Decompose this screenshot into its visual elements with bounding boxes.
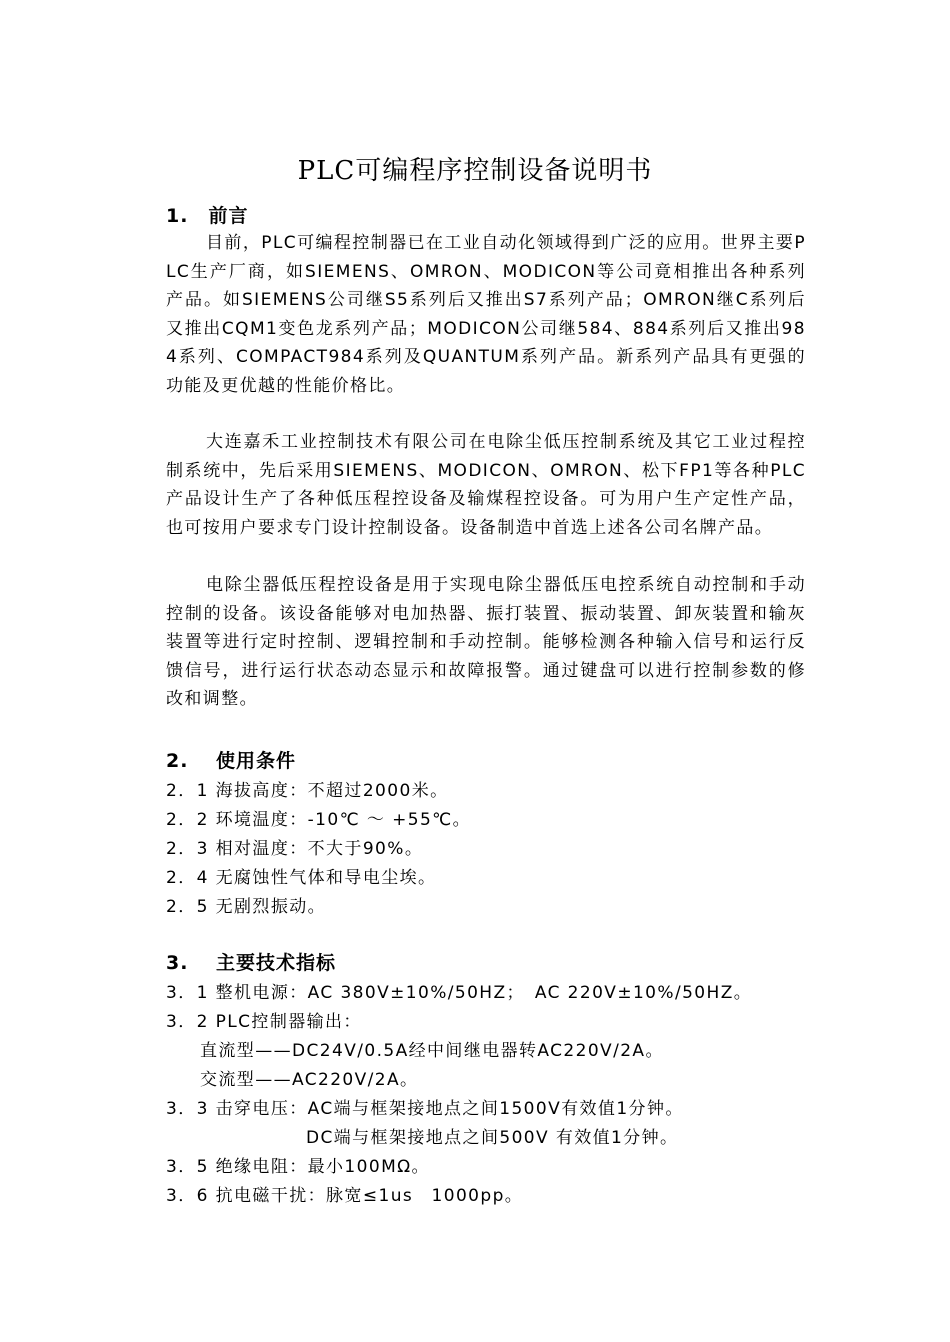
spec-item: 3．5 绝缘电阻：最小100MΩ。 xyxy=(166,1157,430,1177)
spec-subitem: 直流型——DC24V/0.5A经中间继电器转AC220V/2A。 xyxy=(200,1041,664,1061)
condition-item: 2．2 环境温度：-10℃ ～ +55℃。 xyxy=(166,810,472,830)
section-3-heading xyxy=(166,948,336,975)
condition-item: 2．4 无腐蚀性气体和导电尘埃。 xyxy=(166,868,437,888)
section-2-number: 2. xyxy=(166,750,189,772)
spec-subitem: DC端与框架接地点之间500V 有效值1分钟。 xyxy=(306,1128,679,1148)
section-1-paragraph-2: 大连嘉禾工业控制技术有限公司在电除尘低压控制系统及其它工业过程控制系统中，先后采用SIEMENS、MODICON、OMRON、松下FP1等各种PLC产品设计生产了各种低压程控设备及输煤程控设备。可为用户生产定性产品，也可按用户要求专门设计控制设备。设备制造中首选上述各公司名牌产品。 xyxy=(166,432,806,538)
section-1-paragraph-1: 目前，PLC可编程控制器已在工业自动化领域得到广泛的应用。世界主要PLC生产厂商，如SIEMENS、OMRON、MODICON等公司竟相推出各种系列产品。如SIEMENS公司继S5系列后又推出S7系列产品；OMRON继C系列后又推出CQM1变色龙系列产品；MODICON公司继584、884系列后又推出984系列、COMPACT984系列及QUANTUM系列产品。新系列产品具有更强的功能及更优越的性能价格比。 xyxy=(166,233,806,396)
spec-item: 3．2 PLC控制器输出： xyxy=(166,1012,362,1032)
section-2-title: 使用条件 xyxy=(216,750,297,772)
section-1-paragraph-3: 电除尘器低压程控设备是用于实现电除尘器低压电控系统自动控制和手动控制的设备。该设备能够对电加热器、振打装置、振动装置、卸灰装置和输灰装置等进行定时控制、逻辑控制和手动控制。能够检测各种输入信号和运行反馈信号，进行运行状态动态显示和故障报警。通过键盘可以进行控制参数的修改和调整。 xyxy=(166,575,806,709)
section-2-heading xyxy=(166,746,296,773)
section-3-title: 主要技术指标 xyxy=(216,952,337,974)
condition-item: 2．3 相对温度：不大于90%。 xyxy=(166,839,424,859)
spec-item: 3．3 击穿电压：AC端与框架接地点之间1500V有效值1分钟。 xyxy=(166,1099,684,1119)
condition-item: 2．5 无剧烈振动。 xyxy=(166,897,327,917)
spec-subitem: 交流型——AC220V/2A。 xyxy=(200,1070,419,1090)
condition-item: 2．1 海拔高度：不超过2000米。 xyxy=(166,781,449,801)
spec-item: 3．1 整机电源：AC 380V±10%/50HZ； AC 220V±10%/50HZ。 xyxy=(166,983,753,1003)
spec-item: 3．6 抗电磁干扰：脉宽≤1us 1000pp。 xyxy=(166,1186,524,1206)
section-1-heading: 1. 前言 xyxy=(166,205,249,227)
document-title: PLC可编程序控制设备说明书 xyxy=(297,156,653,186)
section-3-number: 3. xyxy=(166,952,189,974)
